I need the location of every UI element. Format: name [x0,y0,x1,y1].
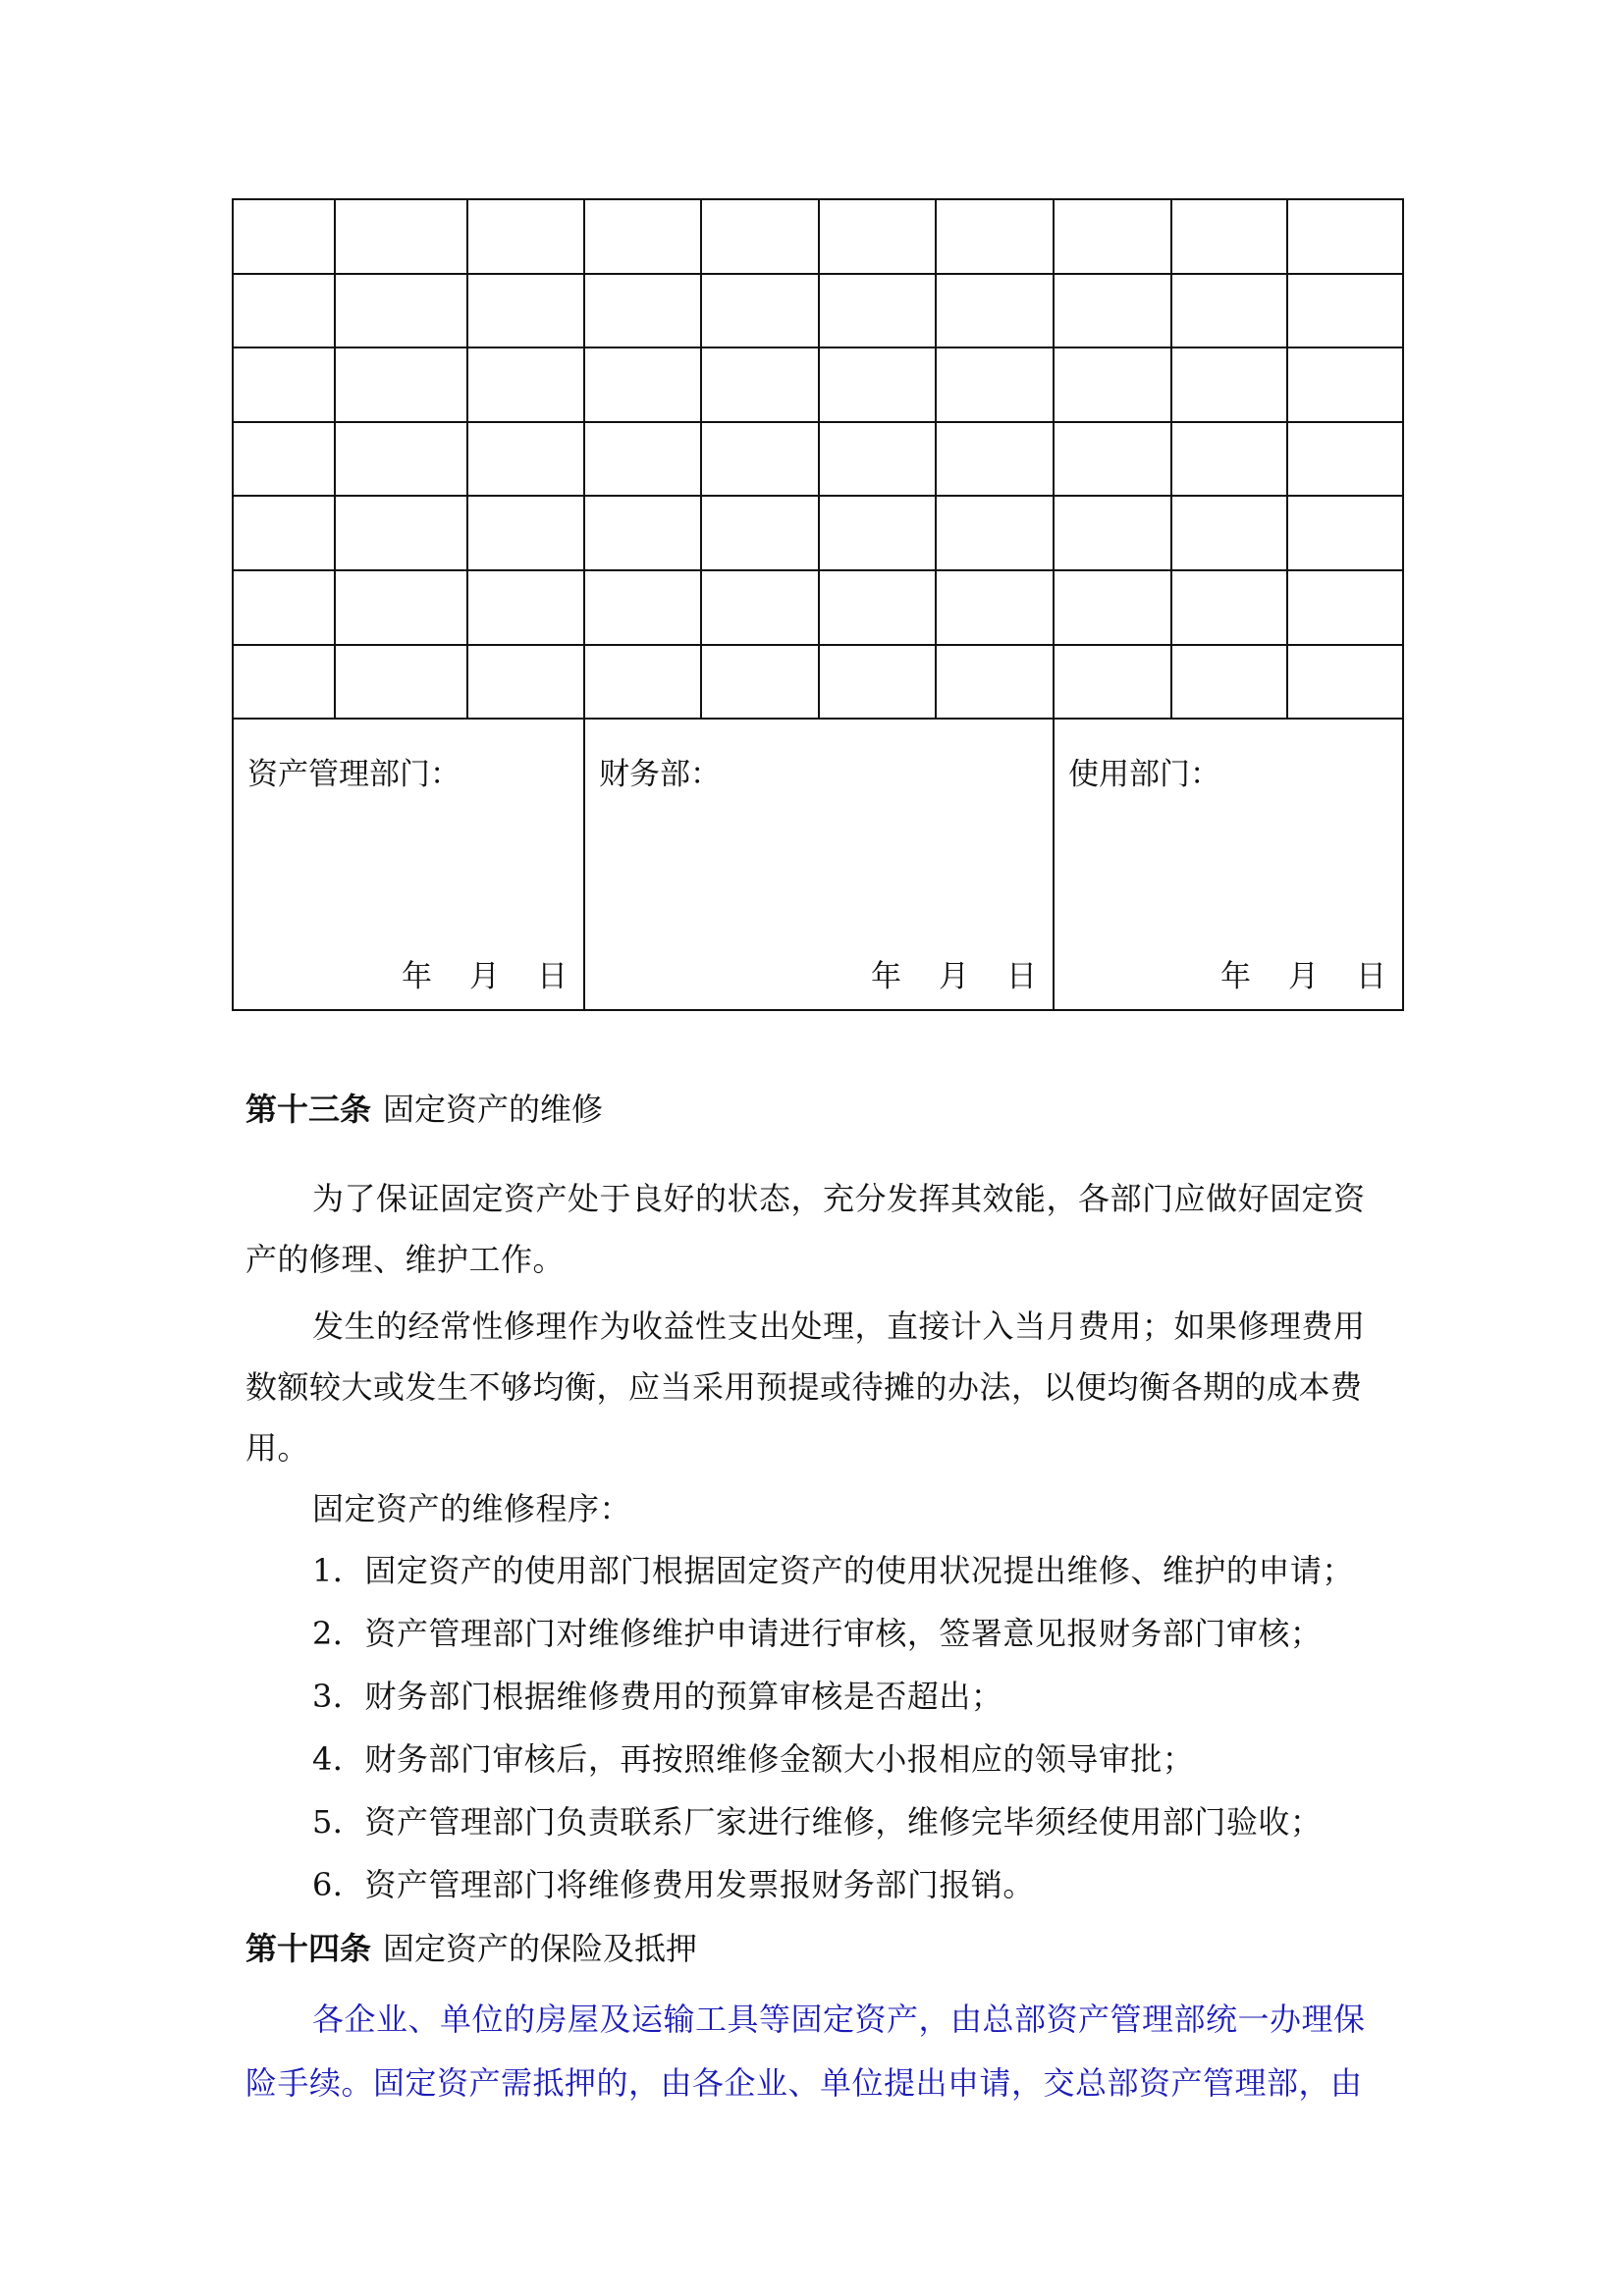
table-cell[interactable] [233,274,335,348]
table-cell[interactable] [1287,422,1403,497]
table-cell[interactable] [701,422,819,497]
table-cell[interactable] [1054,496,1171,570]
table-cell[interactable] [584,645,701,720]
table-cell[interactable] [467,347,584,422]
table-row [233,274,1403,348]
list-item: 1．固定资产的使用部门根据固定资产的使用状况提出维修、维护的申请； [312,1552,1354,1589]
table-cell[interactable] [1287,199,1403,274]
signature-cell-finance[interactable] [584,719,1054,1010]
signature-label: 资产管理部门： [247,757,460,793]
list-item: 5．资产管理部门负责联系厂家进行维修，维修完毕须经使用部门验收； [312,1803,1323,1841]
table-cell[interactable] [1171,645,1287,720]
table-cell[interactable] [701,274,819,348]
table-cell[interactable] [1171,347,1287,422]
table-cell[interactable] [1171,274,1287,348]
table-cell[interactable] [936,570,1054,645]
table-row [233,199,1403,274]
table-cell[interactable] [819,274,936,348]
table-row [233,645,1403,720]
table-cell[interactable] [233,422,335,497]
table-cell[interactable] [233,496,335,570]
table-cell[interactable] [1054,422,1171,497]
table-cell[interactable] [1054,274,1171,348]
table-cell[interactable] [936,347,1054,422]
paragraph-line: 用。 [245,1429,310,1467]
paragraph-line: 险手续。固定资产需抵押的，由各企业、单位提出申请，交总部资产管理部，由 [245,2064,1363,2102]
signature-date: 年 月 日 [402,959,568,995]
article-number: 第十三条 [245,1091,372,1128]
table-cell[interactable] [467,496,584,570]
table-cell[interactable] [1054,347,1171,422]
table-cell[interactable] [335,347,467,422]
table-cell[interactable] [584,496,701,570]
paragraph-line: 各企业、单位的房屋及运输工具等固定资产，由总部资产管理部统一办理保 [312,2001,1366,2038]
table-cell[interactable] [233,347,335,422]
table-cell[interactable] [701,645,819,720]
table-cell[interactable] [819,347,936,422]
asset-form-table [232,198,1404,1011]
table-cell[interactable] [701,496,819,570]
table-cell[interactable] [936,422,1054,497]
table-cell[interactable] [936,199,1054,274]
list-item: 4．财务部门审核后，再按照维修金额大小报相应的领导审批； [312,1740,1195,1778]
paragraph-line: 固定资产的维修程序： [312,1490,632,1527]
article-14-heading [245,1924,697,1969]
table-cell[interactable] [584,347,701,422]
table-cell[interactable] [701,570,819,645]
table-cell[interactable] [233,570,335,645]
article-title: 固定资产的保险及抵押 [383,1930,698,1967]
table-cell[interactable] [1054,570,1171,645]
table-cell[interactable] [1171,199,1287,274]
table-cell[interactable] [1287,496,1403,570]
table-cell[interactable] [819,199,936,274]
table-cell[interactable] [335,570,467,645]
table-cell[interactable] [1171,422,1287,497]
table-cell[interactable] [819,570,936,645]
article-13-heading [245,1085,603,1130]
table-cell[interactable] [467,274,584,348]
list-item: 3．财务部门根据维修费用的预算审核是否超出； [312,1678,1003,1715]
table-cell[interactable] [936,274,1054,348]
list-item: 2．资产管理部门对维修维护申请进行审核，签署意见报财务部门审核； [312,1615,1323,1652]
table-cell[interactable] [233,645,335,720]
signature-label: 财务部： [599,757,721,793]
table-cell[interactable] [584,422,701,497]
table-cell[interactable] [335,645,467,720]
table-cell[interactable] [335,199,467,274]
table-cell[interactable] [467,645,584,720]
table-cell[interactable] [1287,274,1403,348]
signature-label: 使用部门： [1068,757,1220,793]
paragraph-line: 发生的经常性修理作为收益性支出处理，直接计入当月费用；如果修理费用 [312,1308,1366,1345]
table-row [233,570,1403,645]
paragraph-line: 数额较大或发生不够均衡，应当采用预提或待摊的办法，以便均衡各期的成本费 [245,1368,1363,1406]
article-number: 第十四条 [245,1930,372,1967]
table-cell[interactable] [335,274,467,348]
table-cell[interactable] [1171,496,1287,570]
table-cell[interactable] [819,496,936,570]
table-cell[interactable] [936,496,1054,570]
signature-cell-user-dept[interactable] [1054,719,1403,1010]
table-cell[interactable] [1287,347,1403,422]
table-cell[interactable] [467,199,584,274]
table-cell[interactable] [1287,570,1403,645]
list-item: 6．资产管理部门将维修费用发票报财务部门报销。 [312,1866,1035,1903]
table-cell[interactable] [936,645,1054,720]
signature-cell-asset-dept[interactable] [233,719,584,1010]
table-cell[interactable] [819,645,936,720]
table-row [233,347,1403,422]
table-cell[interactable] [335,422,467,497]
table-cell[interactable] [701,347,819,422]
table-cell[interactable] [1287,645,1403,720]
table-cell[interactable] [819,422,936,497]
table-cell[interactable] [584,570,701,645]
table-cell[interactable] [467,570,584,645]
table-cell[interactable] [701,199,819,274]
signature-date: 年 月 日 [871,959,1037,995]
table-cell[interactable] [1171,570,1287,645]
table-cell[interactable] [335,496,467,570]
article-title: 固定资产的维修 [383,1091,604,1128]
table-cell[interactable] [1054,199,1171,274]
table-row [233,422,1403,497]
paragraph-line: 为了保证固定资产处于良好的状态，充分发挥其效能，各部门应做好固定资 [312,1180,1366,1217]
table-cell[interactable] [233,199,335,274]
table-cell[interactable] [584,199,701,274]
paragraph-line: 产的修理、维护工作。 [245,1241,566,1278]
table-cell[interactable] [467,422,584,497]
table-row [233,496,1403,570]
signature-date: 年 月 日 [1220,959,1386,995]
table-cell[interactable] [1054,645,1171,720]
table-cell[interactable] [584,274,701,348]
signature-row [233,719,1403,1010]
